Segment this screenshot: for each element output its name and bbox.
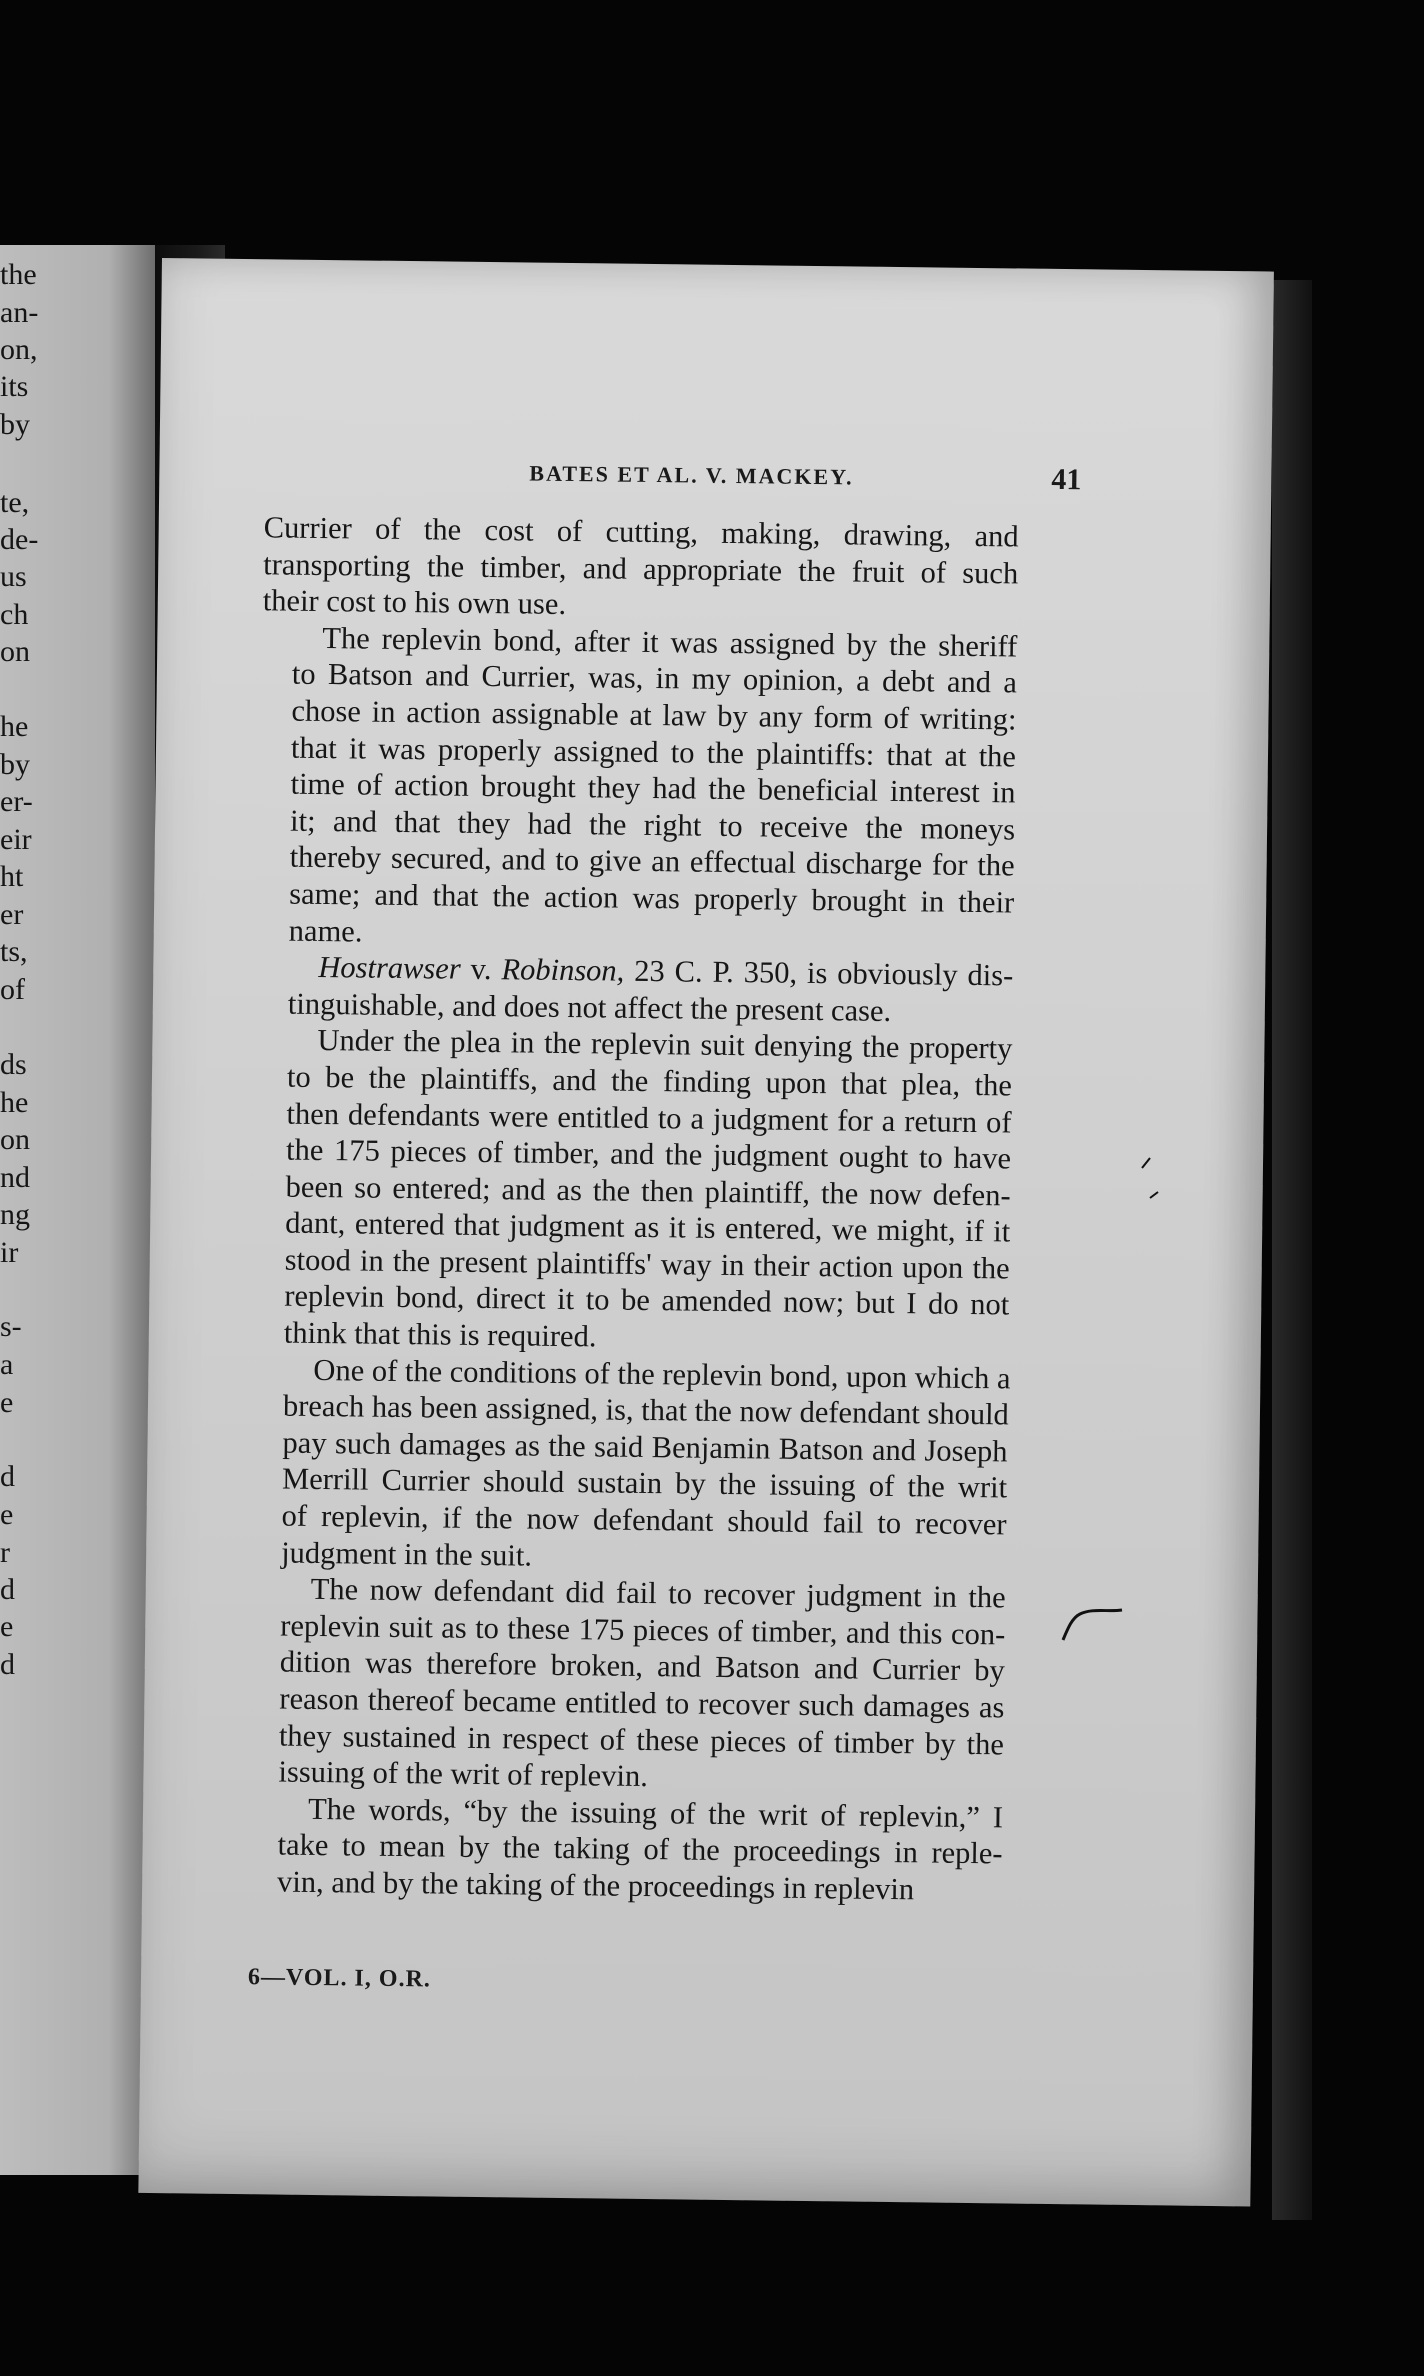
left-page-text-fragment: ht <box>0 860 24 893</box>
body-line: stood in the present plaintiffs' way in their action upon the <box>284 1242 1010 1286</box>
running-title: BATES ET AL. V. MACKEY. <box>529 460 854 490</box>
running-head <box>159 456 1271 510</box>
body-line: take to mean by the taking of the proceedings in reple- <box>277 1827 1003 1871</box>
left-page-text-fragment: of <box>0 973 25 1006</box>
left-page-text-fragment: on, <box>0 333 38 366</box>
left-page-text-fragment: e <box>0 1610 14 1643</box>
body-line: issuing of the writ of replevin. <box>278 1754 649 1794</box>
body-line: that it was properly assigned to the plaintiffs: that at the <box>290 730 1017 774</box>
body-line: dition was therefore broken, and Batson and Currier by <box>279 1644 1006 1688</box>
left-page-text-fragment: nd <box>0 1161 30 1194</box>
left-page-text-fragment: he <box>0 710 29 743</box>
body-line: The now defendant did fail to recover judgment in the <box>310 1572 1006 1615</box>
left-page-text-fragment: e <box>0 1498 14 1531</box>
body-line: to be the plaintiffs, and the finding upon that plea, the <box>286 1059 1013 1103</box>
body-line: then defendants were entitled to a judgment for a return of <box>286 1096 1012 1139</box>
case-name: Hostrawser <box>318 950 461 986</box>
body-line: replevin bond, direct it to be amended now; but I do not <box>284 1279 1010 1322</box>
body-line: Merrill Currier should sustain by the issuing of the writ <box>281 1461 1008 1505</box>
left-page-text-fragment: ds <box>0 1048 27 1081</box>
left-page-text-fragment: d <box>0 1460 15 1493</box>
body-line: think that this is required. <box>283 1315 597 1354</box>
left-page-text-fragment: s- <box>0 1310 22 1343</box>
body-line: replevin suit as to these 175 pieces of timber, and this con- <box>280 1608 1006 1652</box>
body-line: reason thereof became entitled to recover such damages as <box>279 1681 1005 1725</box>
body-line: name. <box>288 913 363 949</box>
left-page-text-fragment: te, <box>0 486 30 519</box>
body-line: The words, “by the issuing of the writ of replevin,” I <box>307 1791 1004 1835</box>
left-page-text-fragment: de- <box>0 523 39 556</box>
left-facing-page <box>0 245 155 2175</box>
body-line: it; and that they had the right to receive the moneys <box>289 803 1016 847</box>
left-page-text-fragment: he <box>0 1086 29 1119</box>
case-versus: v. <box>460 951 502 987</box>
left-page-text-fragment: er <box>0 898 24 931</box>
body-paragraph <box>258 948 1014 1030</box>
body-paragraph <box>247 1790 1003 1909</box>
left-page-text-fragment: ch <box>0 598 29 631</box>
body-line: of replevin, if the now defendant should fail to recover <box>281 1498 1007 1542</box>
left-page-text-fragment: e <box>0 1386 14 1419</box>
left-page-text-fragment: on <box>0 635 30 668</box>
body-line: thereby secured, and to give an effectual discharge for the <box>289 839 1015 883</box>
body-line: been so entered; and as the then plaintiff, the now defen- <box>285 1169 1011 1213</box>
book-page <box>138 258 1274 2206</box>
left-page-text-fragment: eir <box>0 823 32 856</box>
left-page-text-fragment: d <box>0 1573 15 1606</box>
body-line: tinguishable, and does not affect the present case. <box>287 986 892 1028</box>
left-page-text-fragment: us <box>0 560 27 593</box>
body-line: breach has been assigned, is, that the now defendant should <box>282 1388 1010 1432</box>
body-line: their cost to his own use. <box>262 583 567 622</box>
body-line: One of the conditions of the replevin bond, upon which a <box>313 1352 1011 1396</box>
body-line: pay such damages as the said Benjamin Batson and Joseph <box>282 1425 1008 1469</box>
signature-mark: 6—VOL. I, O.R. <box>247 1964 432 1993</box>
left-page-text-fragment: its <box>0 370 29 403</box>
body-paragraph <box>248 1570 1006 1799</box>
body-line: Under the plea in the replevin suit denying the property <box>317 1023 1013 1066</box>
body-line: The replevin bond, after it was assigned by the sheriff <box>322 620 1018 664</box>
body-line: chose in action assignable at law by any form of writing: <box>291 693 1017 737</box>
body-line: the 175 pieces of timber, and the judgment ought to have <box>285 1132 1012 1176</box>
left-page-text-fragment: a <box>0 1348 14 1381</box>
left-page-text-fragment: ir <box>0 1236 19 1269</box>
page-edge-shadow <box>1272 280 1312 2220</box>
left-page-text-fragment: ts, <box>0 935 28 968</box>
left-page-text-fragment: on <box>0 1123 30 1156</box>
left-page-text-fragment: by <box>0 408 30 441</box>
citation-text: 23 C. P. 350, is obviously dis- <box>624 953 1014 993</box>
body-paragraph <box>251 1351 1009 1580</box>
left-page-text-fragment: an- <box>0 296 39 329</box>
body-line: vin, and by the taking of the proceedings in replevin <box>276 1864 915 1907</box>
left-page-text-fragment: ng <box>0 1198 30 1231</box>
body-paragraph <box>254 1022 1013 1361</box>
body-line: Currier of the cost of cutting, making, drawing, and <box>263 510 1019 554</box>
left-page-text-fragment: r <box>0 1536 10 1569</box>
body-line: they sustained in respect of these pieces of timber by the <box>278 1718 1005 1761</box>
body-line: dant, entered that judgment as it is entered, we might, if it <box>285 1205 1011 1249</box>
body-line: transporting the timber, and appropriate the fruit of such <box>263 546 1019 591</box>
page-body <box>247 509 1019 1909</box>
body-line: judgment in the suit. <box>280 1535 533 1573</box>
body-line: same; and that the action was properly brought in their <box>289 876 1015 920</box>
left-page-text-fragment: by <box>0 748 30 781</box>
case-party: Robinson, <box>501 952 625 988</box>
body-paragraph <box>259 619 1018 958</box>
body-paragraph <box>263 509 1019 628</box>
body-line: time of action brought they had the beneficial interest in <box>290 766 1016 810</box>
left-page-text-fragment: the <box>0 258 37 291</box>
page-number: 41 <box>1051 462 1082 497</box>
body-line: to Batson and Currier, was, in my opinion, a debt and a <box>291 656 1018 700</box>
left-page-text-fragment: d <box>0 1648 15 1681</box>
left-page-text-fragment: er- <box>0 785 33 818</box>
